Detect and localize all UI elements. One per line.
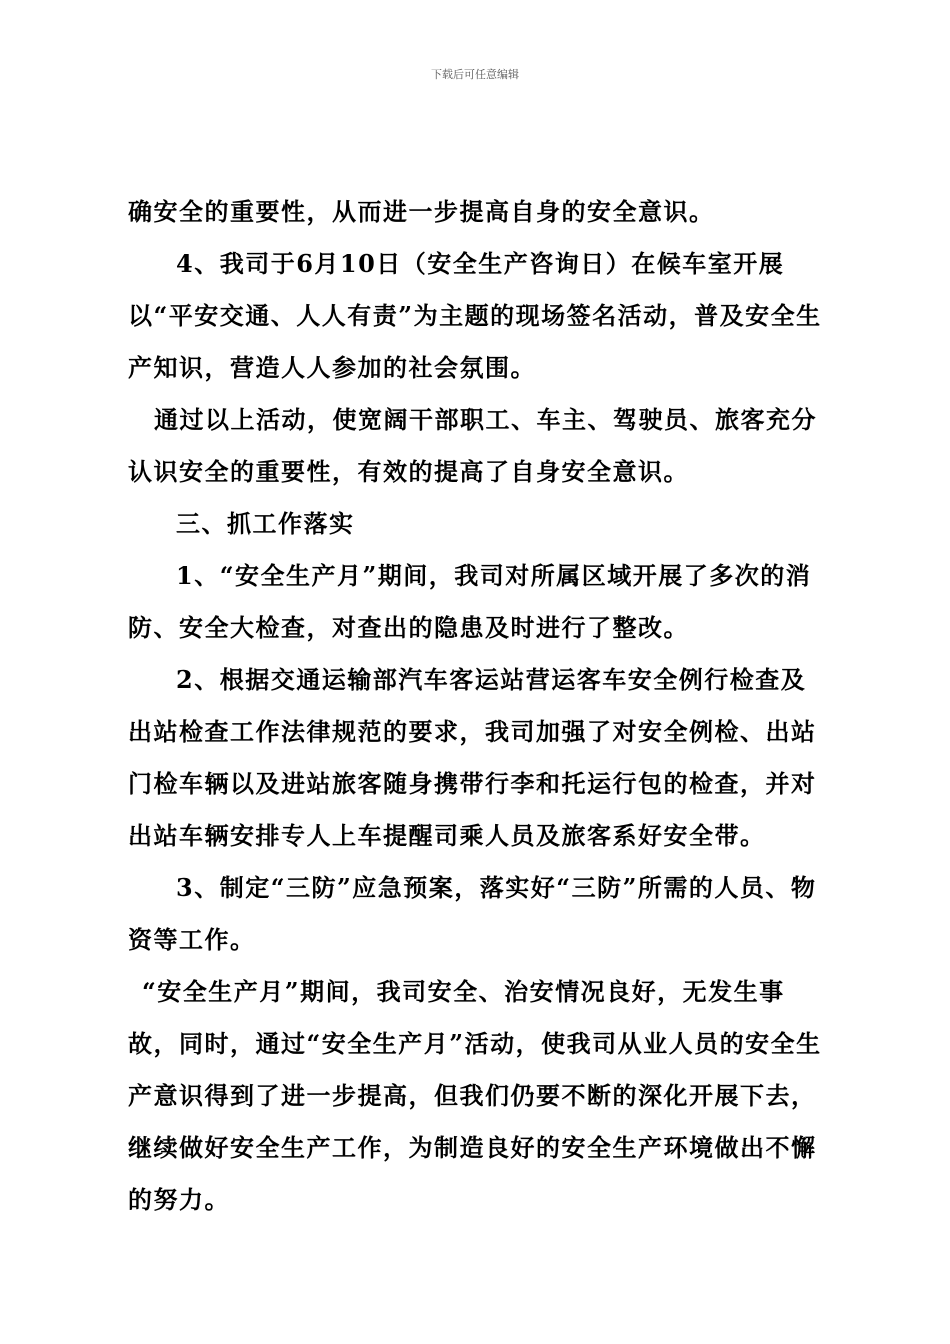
header-note: 下载后可任意编辑 xyxy=(431,68,519,81)
paragraph-conclusion: “安全生产月”期间，我司安全、治安情况良好，无发生事故，同时，通过“安全生产月”活动，使我司从业人员的安全生产意识得到了进一步提高，但我们仍要不断的深化开展下去，继续做好安全生产工作，为制造良好的安全生产环境做出不懈的努力。 xyxy=(128,977,822,1214)
paragraph-item-2: 2、根据交通运输部汽车客运站营运客车安全例行检查及出站检查工作法律规范的要求，我司加强了对安全例检、出站门检车辆以及进站旅客随身携带行李和托运行包的检查，并对出站车辆安排专人上车提醒司乘人员及旅客系好安全带。 xyxy=(128,665,817,850)
section-heading: 三、抓工作落实 xyxy=(176,509,355,538)
document-body xyxy=(128,186,828,1226)
paragraph-2: 4、我司于6月10日（安全生产咨询日）在候车室开展以“平安交通、人人有责”为主题的现场签名活动，普及安全生产知识，营造人人参加的社会氛围。 xyxy=(128,249,822,382)
paragraph-1: 确安全的重要性，从而进一步提高自身的安全意识。 xyxy=(128,197,715,226)
paragraph-item-1: 1、“安全生产月”期间，我司对所属区域开展了多次的消防、安全大检查，对查出的隐患及时进行了整改。 xyxy=(128,561,812,642)
paragraph-item-3: 3、制定“三防”应急预案，落实好“三防”所需的人员、物资等工作。 xyxy=(128,873,817,954)
paragraph-3: 通过以上活动，使宽阔干部职工、车主、驾驶员、旅客充分认识安全的重要性，有效的提高了自身安全意识。 xyxy=(128,405,817,486)
